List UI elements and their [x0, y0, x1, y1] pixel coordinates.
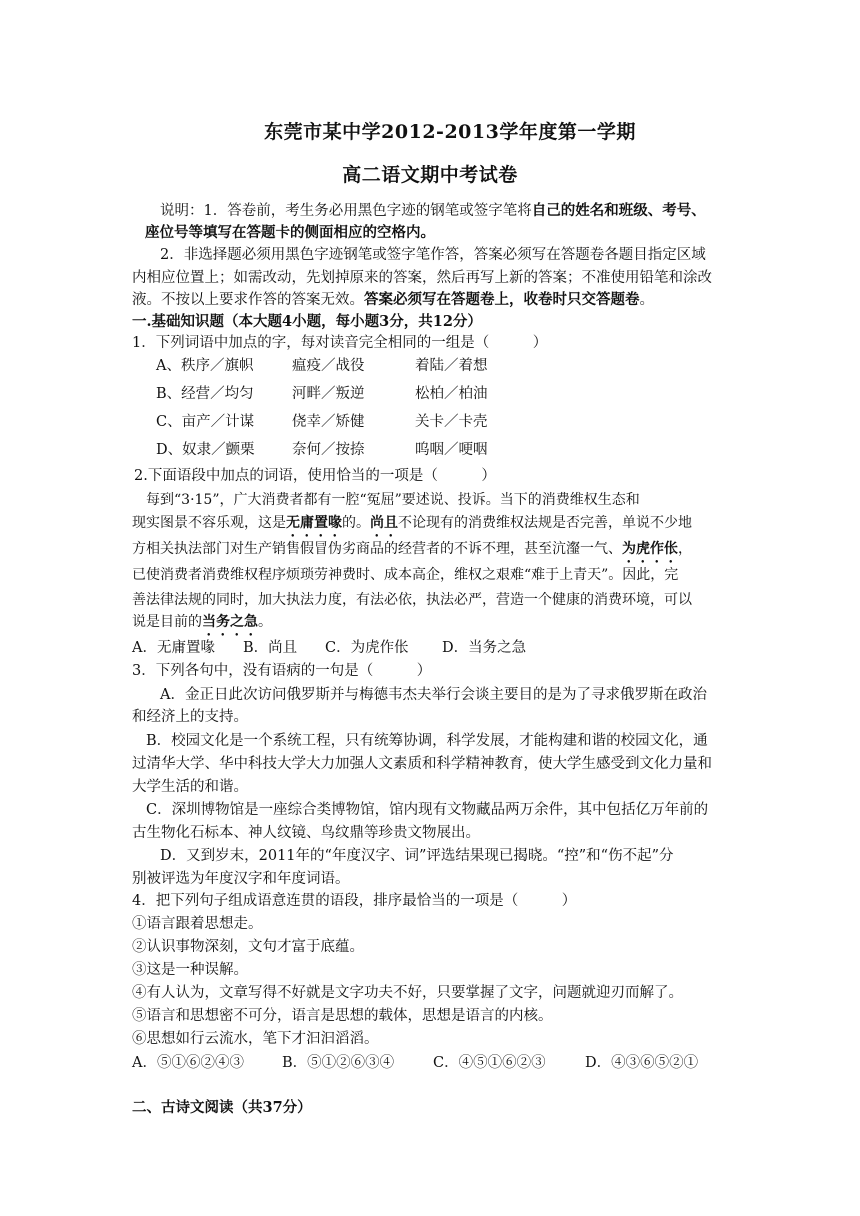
q4-item-5: ⑤语言和思想密不可分，语言是思想的载体，思想是语言的内核。 — [132, 1008, 553, 1024]
q3-option-c-line-2: 古生物化石标本、神人纹镜、鸟纹鼎等珍贵文物展出。 — [132, 825, 480, 841]
dotted-word: 当务之急 — [202, 614, 258, 630]
dotted-word: 为虎作伥 — [622, 541, 678, 557]
q1-option-b-3: 松柏／柏油 — [415, 386, 488, 402]
passage-text: 的。 — [342, 515, 370, 531]
q3-option-d-line-2: 别被评选为年度汉字和年度词语。 — [132, 871, 350, 887]
exam-subtitle: 高二语文期中考试卷 — [342, 164, 518, 186]
section-2-heading: 二、古诗文阅读（共37分） — [132, 1099, 312, 1116]
q2-passage-line-1: 每到“3·15”，广大消费者都有一腔“冤屈”要述说、投诉。当下的消费维权生态和 — [146, 492, 640, 508]
q4-option-c: C．④⑤①⑥②③ — [433, 1055, 546, 1071]
q4-item-3: ③这是一种误解。 — [132, 962, 248, 978]
q2-passage-line-2 — [132, 513, 692, 540]
q4-option-a: A．⑤①⑥②④③ — [132, 1055, 244, 1071]
instructions-text: 液。不按以上要求作答的答案无效。 — [132, 292, 364, 308]
q1-option-c-1: C、亩产／计谋 — [156, 414, 255, 430]
dotted-word: 尚且 — [370, 515, 398, 531]
passage-text: 现实图景不容乐观，这是 — [132, 515, 286, 531]
q1-option-d-2: 奈何／按捺 — [292, 442, 365, 458]
q4-item-4: ④有人认为，文章写得不好就是文字功夫不好，只要掌握了文字，问题就迎刃而解了。 — [132, 985, 683, 1001]
q3-option-b-line-2: 过清华大学、华中科技大学大力加强人文素质和科学精神教育，使大学生感受到文化力量和 — [132, 756, 712, 772]
q1-option-a-2: 瘟疫／战役 — [292, 358, 365, 374]
q4-item-2: ②认识事物深刻，文句才富于底蕴。 — [132, 939, 364, 955]
instructions-text: 。 — [420, 224, 435, 241]
q3-option-a-line-1: A．金正日此次访问俄罗斯并与梅德韦杰夫举行会谈主要目的是为了寻求俄罗斯在政治 — [160, 687, 707, 703]
q3-option-a-line-2: 和经济上的支持。 — [132, 709, 248, 725]
passage-text: 。 — [258, 614, 272, 630]
q1-option-d-1: D、奴隶／颤栗 — [156, 442, 255, 458]
instructions-line-5 — [132, 290, 654, 310]
passage-text: 方相关执法部门对生产销售假冒伪劣商品的经营者的不诉不理，甚至沆瀣一气、 — [132, 541, 622, 557]
instructions-emphasis: 答案必须写在答题卷上，收卷时只交答题卷 — [364, 291, 640, 308]
instructions-text: 说明：1．答卷前，考生务必用黑色字迹的钢笔或签字笔将 — [160, 203, 532, 219]
passage-text: 不论现有的消费维权法规是否完善，单说不少地 — [398, 515, 692, 531]
instructions-emphasis: 座位号等填写在答题卡的侧面相应的空格内 — [145, 224, 421, 241]
instructions-line-3: 2．非选择题必须用黑色字迹钢笔或签字笔作答，答案必须写在答题卷各题目指定区域 — [160, 247, 706, 263]
instructions-line-2 — [145, 223, 435, 243]
q2-passage-line-4: 已使消费者消费维权程序烦琐劳神费时、成本高企，维权之艰难“难于上青天”。因此，完 — [132, 567, 679, 583]
q2-option-a: A．无庸置喙 — [132, 640, 215, 656]
q1-option-b-1: B、经营／均匀 — [156, 386, 254, 402]
exam-title: 东莞市某中学2012-2013学年度第一学期 — [264, 121, 636, 143]
q1-option-b-2: 河畔／叛逆 — [292, 386, 365, 402]
q1-option-a-3: 着陆／着想 — [415, 358, 488, 374]
question-3-stem: 3．下列各句中，没有语病的一句是（ ） — [132, 663, 432, 679]
question-2-stem: 2.下面语段中加点的词语，使用恰当的一项是（ ） — [134, 468, 496, 484]
q1-option-c-3: 关卡／卡壳 — [415, 414, 488, 430]
q1-option-a-1: A、秩序／旗帜 — [156, 358, 254, 374]
instructions-line-1 — [160, 201, 706, 221]
passage-text: ， — [678, 541, 692, 557]
instructions-emphasis: 自己的姓名和班级、考号、 — [531, 202, 706, 219]
question-4-stem: 4．把下列句子组成语意连贯的语段，排序最恰当的一项是（ ） — [132, 893, 577, 909]
q2-passage-line-5: 善法律法规的同时，加大执法力度，有法必依，执法必严，营造一个健康的消费环境，可以 — [132, 592, 692, 608]
q3-option-d-line-1: D．又到岁末，2011年的“年度汉字、词”评选结果现已揭晓。“控”和“伤不起”分 — [160, 848, 674, 864]
q4-option-d: D．④③⑥⑤②① — [585, 1055, 699, 1071]
q1-option-c-2: 侥幸／矫健 — [292, 414, 365, 430]
q4-item-1: ①语言跟着思想走。 — [132, 916, 263, 932]
section-1-heading: 一.基础知识题（本大题4小题，每小题3分，共12分） — [132, 313, 482, 330]
q4-option-b: B．⑤①②⑥③④ — [282, 1055, 395, 1071]
q3-option-b-line-1: B．校园文化是一个系统工程，只有统筹协调，科学发展，才能构建和谐的校园文化，通 — [146, 733, 708, 749]
q2-passage-line-6 — [132, 612, 272, 639]
q3-option-b-line-3: 大学生活的和谐。 — [132, 779, 248, 795]
q2-option-c: C．为虎作伥 — [325, 640, 409, 656]
question-1-stem: 1．下列词语中加点的字，每对读音完全相同的一组是（ ） — [132, 335, 548, 351]
q1-option-d-3: 呜咽／哽咽 — [415, 442, 488, 458]
q2-passage-line-3 — [132, 539, 692, 566]
dotted-word: 无庸置喙 — [286, 515, 342, 531]
instructions-text: 。 — [639, 292, 654, 308]
q2-option-d: D．当务之急 — [442, 640, 527, 656]
instructions-line-4: 内相应位置上；如需改动，先划掉原来的答案，然后再写上新的答案；不准使用铅笔和涂改 — [132, 270, 712, 286]
q2-option-b: B．尚且 — [243, 640, 298, 656]
passage-text: 说是目前的 — [132, 614, 202, 630]
q3-option-c-line-1: C．深圳博物馆是一座综合类博物馆，馆内现有文物藏品两万余件，其中包括亿万年前的 — [146, 802, 709, 818]
q4-item-6: ⑥思想如行云流水，笔下才汩汩滔滔。 — [132, 1031, 379, 1047]
